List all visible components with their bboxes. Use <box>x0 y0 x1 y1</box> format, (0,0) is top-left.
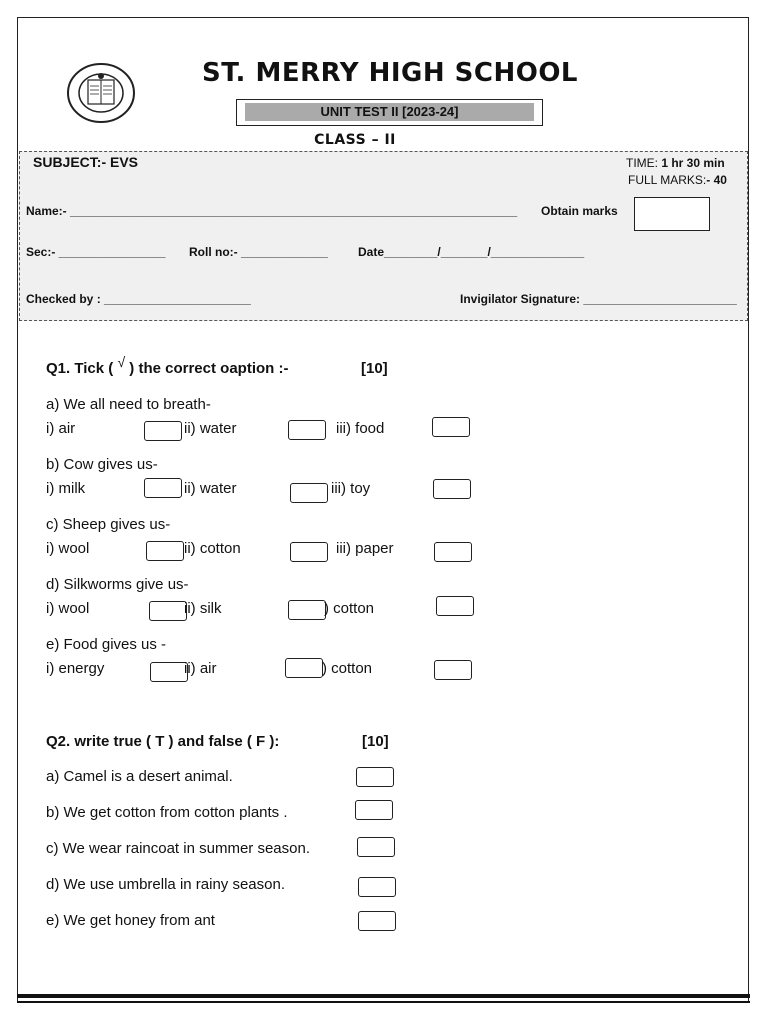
q1-a-option-3: iii) food <box>336 420 385 437</box>
q2-answer-box-d[interactable] <box>358 877 396 897</box>
name-field[interactable]: Name:- ___________________________________________________________________ <box>26 204 518 218</box>
q1-a-option-2: ii) water <box>184 420 237 437</box>
date-field[interactable]: Date________/_______/______________ <box>358 245 585 259</box>
q2-statement-e: e) We get honey from ant <box>46 912 215 929</box>
q1-question-e: e) Food gives us - <box>46 636 167 653</box>
q1-e-option-1: i) energy <box>46 660 105 677</box>
q1-question-c: c) Sheep gives us- <box>46 516 171 533</box>
q1-c-checkbox-3[interactable] <box>434 542 472 562</box>
q1-e-option-3: ) cotton <box>322 660 373 677</box>
subject-label: SUBJECT:- EVS <box>33 154 139 170</box>
bottom-rule <box>17 994 750 998</box>
q2-answer-box-c[interactable] <box>357 837 395 857</box>
time-label <box>626 156 725 170</box>
q1-d-checkbox-3[interactable] <box>436 596 474 616</box>
q1-a-checkbox-2[interactable] <box>288 420 326 440</box>
time-label-text: TIME: <box>626 156 662 170</box>
obtain-marks-label: Obtain marks <box>541 204 618 218</box>
marks-label: FULL MARKS: <box>628 173 707 187</box>
q1-d-option-1: i) wool <box>46 600 90 617</box>
q2-statement-b: b) We get cotton from cotton plants . <box>46 804 288 821</box>
q1-d-checkbox-2[interactable] <box>288 600 326 620</box>
q1-e-checkbox-2[interactable] <box>285 658 323 678</box>
q1-a-option-1: i) air <box>46 420 76 437</box>
bottom-rule-thin <box>17 1001 750 1003</box>
q1-c-checkbox-1[interactable] <box>146 541 184 561</box>
q1-d-option-3: ) cotton <box>324 600 375 617</box>
q1-e-checkbox-3[interactable] <box>434 660 472 680</box>
class-title: CLASS – II <box>314 132 396 148</box>
q1-heading-pre: Q1. Tick ( <box>46 360 114 377</box>
q1-question-b: b) Cow gives us- <box>46 456 158 473</box>
q1-c-option-2: ii) cotton <box>184 540 241 557</box>
q1-marks: [10] <box>361 360 388 377</box>
q2-answer-box-a[interactable] <box>356 767 394 787</box>
q1-c-option-3: iii) paper <box>336 540 394 557</box>
q1-a-checkbox-1[interactable] <box>144 421 182 441</box>
school-logo <box>66 62 136 124</box>
roll-number-field[interactable]: Roll no:- _____________ <box>189 245 328 259</box>
q1-e-checkbox-1[interactable] <box>150 662 188 682</box>
full-marks <box>628 173 727 187</box>
q1-b-option-2: ii) water <box>184 480 237 497</box>
q1-question-a: a) We all need to breath- <box>46 396 211 413</box>
q1-b-option-1: i) milk <box>46 480 86 497</box>
q1-b-checkbox-2[interactable] <box>290 483 328 503</box>
q2-statement-c: c) We wear raincoat in summer season. <box>46 840 310 857</box>
q1-b-checkbox-3[interactable] <box>433 479 471 499</box>
q1-e-option-2: ii) air <box>184 660 217 677</box>
invigilator-signature-field[interactable]: Invigilator Signature: _______________________ <box>460 292 737 306</box>
q1-c-checkbox-2[interactable] <box>290 542 328 562</box>
q1-heading <box>46 354 289 377</box>
q1-heading-post: ) the correct oaption :- <box>129 360 289 377</box>
test-title-box <box>236 99 543 126</box>
q2-heading: Q2. write true ( T ) and false ( F ): <box>46 733 280 750</box>
school-name: ST. MERRY HIGH SCHOOL <box>202 58 578 88</box>
q2-statement-a: a) Camel is a desert animal. <box>46 768 233 785</box>
checked-by-field[interactable]: Checked by : ______________________ <box>26 292 251 306</box>
q1-d-option-2: ii) silk <box>184 600 222 617</box>
student-info-box <box>19 151 748 321</box>
time-value: 1 hr 30 min <box>661 156 725 170</box>
tick-mark-icon: √ <box>117 354 126 370</box>
q2-statement-d: d) We use umbrella in rainy season. <box>46 876 286 893</box>
q1-d-checkbox-1[interactable] <box>149 601 187 621</box>
q2-marks: [10] <box>362 733 389 750</box>
q2-answer-box-e[interactable] <box>358 911 396 931</box>
section-field[interactable]: Sec:- ________________ <box>26 245 166 259</box>
obtain-marks-box[interactable] <box>634 197 710 231</box>
q2-answer-box-b[interactable] <box>355 800 393 820</box>
q1-b-option-3: iii) toy <box>331 480 371 497</box>
q1-b-checkbox-1[interactable] <box>144 478 182 498</box>
q1-c-option-1: i) wool <box>46 540 90 557</box>
q1-question-d: d) Silkworms give us- <box>46 576 189 593</box>
marks-value: - 40 <box>706 173 727 187</box>
q1-a-checkbox-3[interactable] <box>432 417 470 437</box>
test-title: UNIT TEST II [2023-24] <box>245 103 534 121</box>
